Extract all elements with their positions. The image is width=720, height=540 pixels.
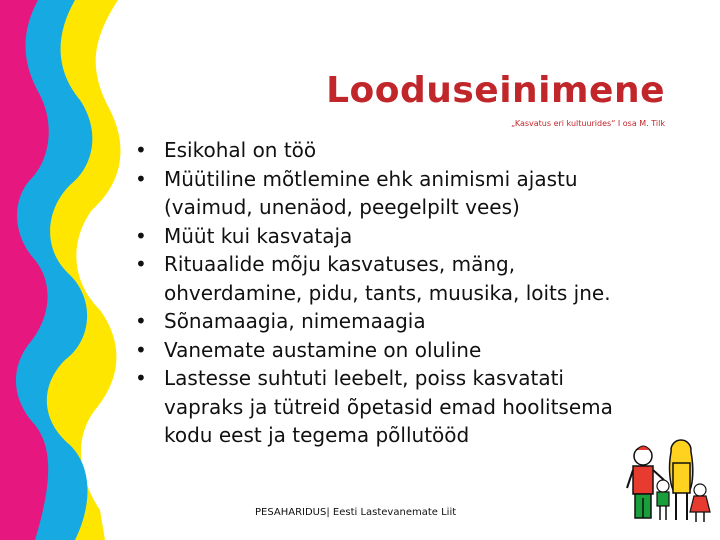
bullet-text: Rituaalide mõju kasvatuses, mäng,: [164, 252, 516, 276]
bullet-list: [135, 136, 675, 450]
bullet-text-continued: vapraks ja tütreid õpetasid emad hoolitsema: [164, 394, 613, 419]
bullet-text: Vanemate austamine on oluline: [164, 337, 482, 362]
slide-footer: PESAHARIDUS| Eesti Lastevanemate Liit: [255, 507, 457, 518]
bullet-item: [135, 222, 675, 251]
child-figure-icon: [657, 480, 669, 520]
bullet-dot-icon: •: [135, 309, 147, 333]
bullet-text: Esikohal on töö: [164, 138, 317, 162]
slide-title: Looduseinimene: [326, 70, 665, 111]
decorative-color-waves: [0, 0, 140, 540]
bullet-text-continued: ohverdamine, pidu, tants, muusika, loits jne.: [164, 280, 611, 305]
bullet-item: [135, 307, 675, 336]
bullet-text: Lastesse suhtuti leebelt, poiss kasvatati: [164, 366, 564, 390]
bullet-dot-icon: •: [135, 223, 147, 248]
bullet-dot-icon: •: [135, 252, 147, 276]
bullet-dot-icon: •: [135, 138, 147, 162]
small-child-figure-icon: [690, 484, 710, 522]
bullet-text-continued: kodu eest ja tegema põllutööd: [164, 423, 470, 447]
bullet-item: [135, 250, 675, 307]
bullet-item: [135, 364, 675, 450]
bullet-dot-icon: •: [135, 337, 147, 362]
bullet-dot-icon: •: [135, 366, 147, 390]
slide-subtitle: „Kasvatus eri kultuurides“ I osa M. Tilk: [510, 119, 665, 128]
bullet-dot-icon: •: [135, 166, 147, 191]
family-illustration-icon: [618, 428, 718, 528]
bullet-item: [135, 336, 675, 365]
bullet-text: Müütiline mõtlemine ehk animismi ajastu: [164, 166, 578, 191]
bullet-text: Müüt kui kasvataja: [164, 223, 353, 248]
bullet-text-continued: (vaimud, unenäod, peegelpilt vees): [164, 195, 520, 219]
bullet-text: Sõnamaagia, nimemaagia: [164, 309, 426, 333]
mother-figure-icon: [670, 440, 693, 520]
bullet-item: [135, 136, 675, 165]
bullet-item: [135, 165, 675, 222]
